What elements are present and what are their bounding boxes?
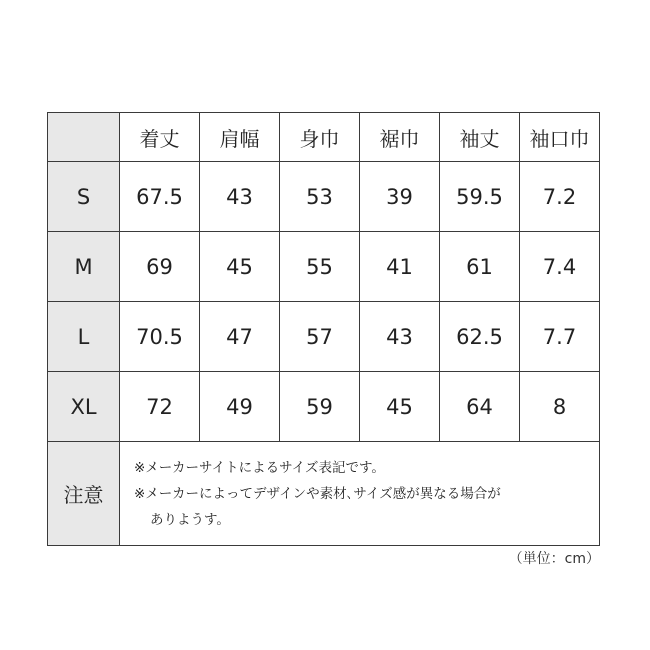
table-cell: 8 xyxy=(520,372,600,442)
table-cell: 67.5 xyxy=(120,162,200,232)
column-header-cuff-width: 袖口巾 xyxy=(520,113,600,162)
unit-label: （単位：cm） xyxy=(508,551,600,567)
table-cell: 45 xyxy=(360,372,440,442)
table-cell: 64 xyxy=(440,372,520,442)
note-line: ※メーカーサイトによるサイズ表記です。 xyxy=(134,459,385,476)
table-row xyxy=(48,302,600,372)
table-cell: 59 xyxy=(280,372,360,442)
table-cell: 43 xyxy=(200,162,280,232)
table-cell: 47 xyxy=(200,302,280,372)
size-label: XL xyxy=(48,372,120,442)
table-cell: 57 xyxy=(280,302,360,372)
table-cell: 70.5 xyxy=(120,302,200,372)
size-label: L xyxy=(48,302,120,372)
table-cell: 53 xyxy=(280,162,360,232)
table-cell: 72 xyxy=(120,372,200,442)
table-cell: 49 xyxy=(200,372,280,442)
table-cell: 69 xyxy=(120,232,200,302)
size-label: S xyxy=(48,162,120,232)
table-cell: 41 xyxy=(360,232,440,302)
table-cell: 7.2 xyxy=(520,162,600,232)
column-header-hem: 裾巾 xyxy=(360,113,440,162)
header-row xyxy=(48,113,600,162)
note-cell xyxy=(120,442,600,546)
table-row xyxy=(48,162,600,232)
table-cell: 7.7 xyxy=(520,302,600,372)
column-header-sleeve-length: 袖丈 xyxy=(440,113,520,162)
note-line: ありようす。 xyxy=(150,511,230,528)
column-header-chest: 身巾 xyxy=(280,113,360,162)
note-label: 注意 xyxy=(48,442,120,546)
note-row xyxy=(48,442,600,546)
table-cell: 39 xyxy=(360,162,440,232)
table-row xyxy=(48,372,600,442)
column-header-shoulder: 肩幅 xyxy=(200,113,280,162)
size-chart-table xyxy=(47,112,600,546)
note-line: ※メーカーによってデザインや素材､サイズ感が異なる場合が xyxy=(134,485,501,502)
column-header-length: 着丈 xyxy=(120,113,200,162)
table-cell: 55 xyxy=(280,232,360,302)
table-cell: 61 xyxy=(440,232,520,302)
table-cell: 62.5 xyxy=(440,302,520,372)
corner-cell xyxy=(48,113,120,162)
table-cell: 59.5 xyxy=(440,162,520,232)
size-label: M xyxy=(48,232,120,302)
table-cell: 7.4 xyxy=(520,232,600,302)
table-cell: 43 xyxy=(360,302,440,372)
table-row xyxy=(48,232,600,302)
table-cell: 45 xyxy=(200,232,280,302)
